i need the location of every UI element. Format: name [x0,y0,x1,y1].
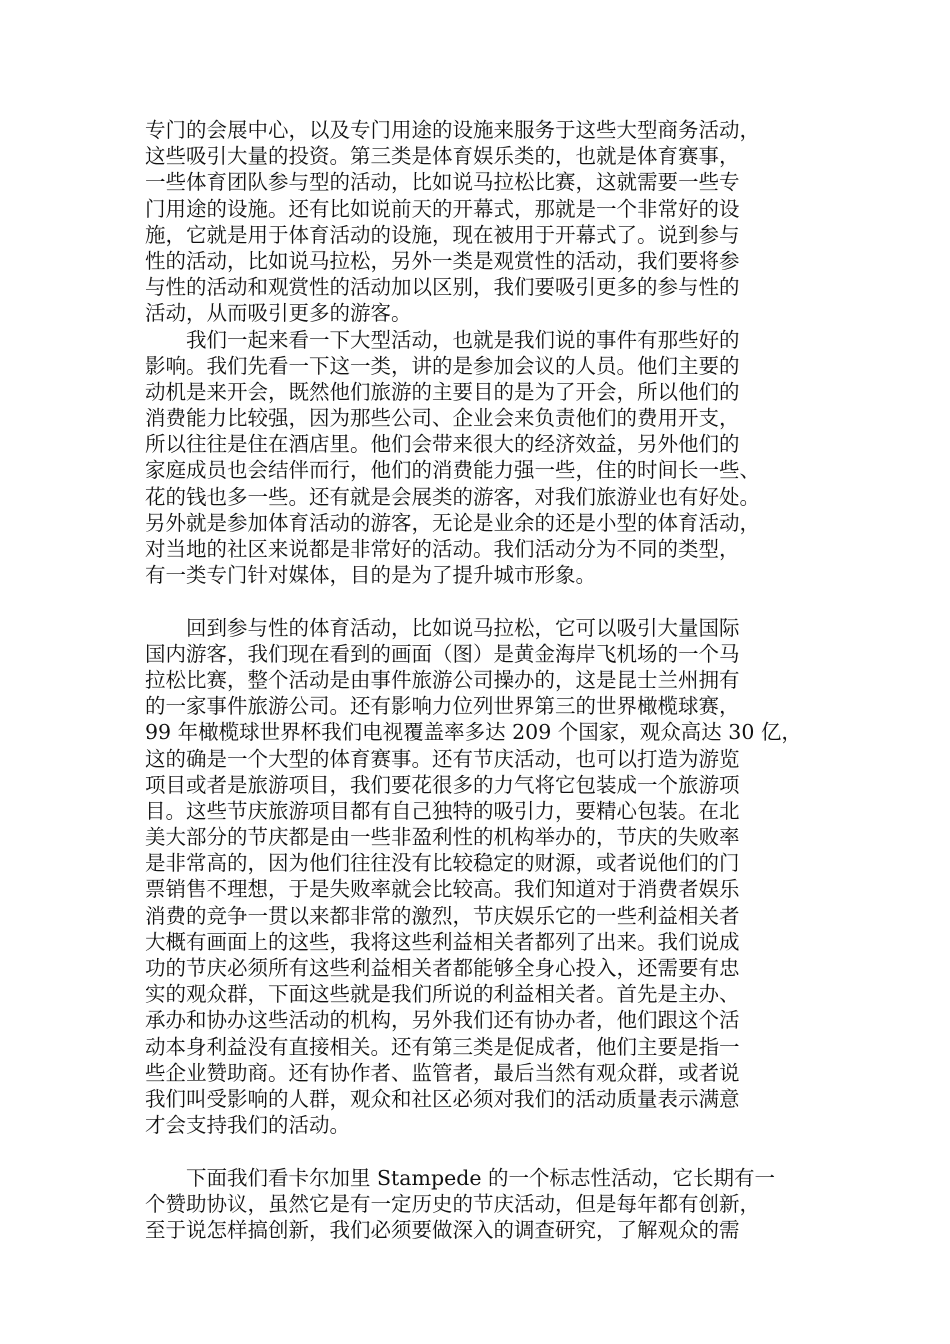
text-line: 所以往往是住在酒店里。他们会带来很大的经济效益，另外他们的 [145,432,740,457]
text-line: 我们叫受影响的人群，观众和社区必须对我们的活动质量表示满意 [145,1086,740,1111]
text-line: 影响。我们先看一下这一类，讲的是参加会议的人员。他们主要的 [145,353,740,378]
text-line: 对当地的社区来说都是非常好的活动。我们活动分为不同的类型， [145,537,740,561]
text-line: 另外就是参加体育活动的游客，无论是业余的还是小型的体育活动， [145,510,760,535]
text-line: 我们一起来看一下大型活动，也就是我们说的事件有那些好的 [186,327,740,352]
text-line: 目。这些节庆旅游项目都有自己独特的吸引力，要精心包装。在北 [145,798,740,823]
text-line: 承办和协办这些活动的机构，另外我们还有协办者，他们跟这个活 [145,1008,740,1033]
text-line: 项目或者是旅游项目，我们要花很多的力气将它包装成一个旅游项 [145,772,740,797]
text-line: 实的观众群，下面这些就是我们所说的利益相关者。首先是主办、 [145,982,740,1007]
paragraph [145,1165,815,1244]
text-line: 门用途的设施。还有比如说前天的开幕式，那就是一个非常好的设 [145,196,740,221]
text-line: 99 年橄榄球世界杯我们电视覆盖率多达 209 个国家，观众高达 30 亿， [145,720,802,745]
text-line: 国内游客，我们现在看到的画面（图）是黄金海岸飞机场的一个马 [145,641,740,666]
text-line: 至于说怎样搞创新，我们必须要做深入的调查研究，了解观众的需 [145,1217,740,1242]
text-line: 家庭成员也会结伴而行，他们的消费能力强一些，住的时间长一些、 [145,458,760,483]
text-line: 是非常高的，因为他们往往没有比较稳定的财源，或者说他们的门 [145,851,740,876]
text-line: 个赞助协议，虽然它是有一定历史的节庆活动，但是每年都有创新， [145,1191,760,1216]
text-line: 些企业赞助商。还有协作者、监管者，最后当然有观众群，或者说 [145,1060,740,1085]
text-line: 这些吸引大量的投资。第三类是体育娱乐类的，也就是体育赛事， [145,144,740,169]
paragraph [145,327,815,589]
text-line: 大概有画面上的这些，我将这些利益相关者都列了出来。我们说成 [145,929,740,954]
text-line: 与性的活动和观赏性的活动加以区别，我们要吸引更多的参与性的 [145,275,740,300]
text-line: 的一家事件旅游公司。还有影响力位列世界第三的世界橄榄球赛， [145,694,740,719]
paragraph [145,615,815,1139]
text-line: 功的节庆必须所有这些利益相关者都能够全身心投入，还需要有忠 [145,956,740,980]
text-line: 有一类专门针对媒体，目的是为了提升城市形象。 [145,563,596,588]
text-line: 性的活动，比如说马拉松，另外一类是观赏性的活动，我们要将参 [145,248,740,273]
text-line: 施，它就是用于体育活动的设施，现在被用于开幕式了。说到参与 [145,222,740,247]
text-line: 消费能力比较强，因为那些公司、企业会来负责他们的费用开支， [145,406,740,431]
text-line: 动机是来开会，既然他们旅游的主要目的是为了开会，所以他们的 [145,379,740,404]
text-line: 活动，从而吸引更多的游客。 [145,301,412,326]
text-line: 回到参与性的体育活动，比如说马拉松，它可以吸引大量国际 [186,615,740,640]
text-line: 下面我们看卡尔加里 Stampede 的一个标志性活动，它长期有一 [186,1165,775,1190]
text-line: 美大部分的节庆都是由一些非盈利性的机构举办的，节庆的失败率 [145,825,740,850]
paragraph-gap [145,1138,815,1164]
text-line: 一些体育团队参与型的活动，比如说马拉松比赛，这就需要一些专 [145,170,740,195]
text-line: 动本身利益没有直接相关。还有第三类是促成者，他们主要是指一 [145,1034,740,1059]
text-line: 花的钱也多一些。还有就是会展类的游客，对我们旅游业也有好处。 [145,484,760,509]
text-line: 这的确是一个大型的体育赛事。还有节庆活动，也可以打造为游览 [145,746,740,771]
paragraph-gap [145,588,815,614]
text-line: 拉松比赛，整个活动是由事件旅游公司操办的，这是昆士兰州拥有 [145,667,740,692]
text-line: 才会支持我们的活动。 [145,1113,350,1138]
paragraph [145,117,815,327]
text-line: 票销售不理想，于是失败率就会比较高。我们知道对于消费者娱乐 [145,877,740,902]
document-body [145,117,815,1243]
text-line: 消费的竞争一贯以来都非常的激烈，节庆娱乐它的一些利益相关者 [145,903,740,928]
text-line: 专门的会展中心，以及专门用途的设施来服务于这些大型商务活动， [145,118,760,142]
